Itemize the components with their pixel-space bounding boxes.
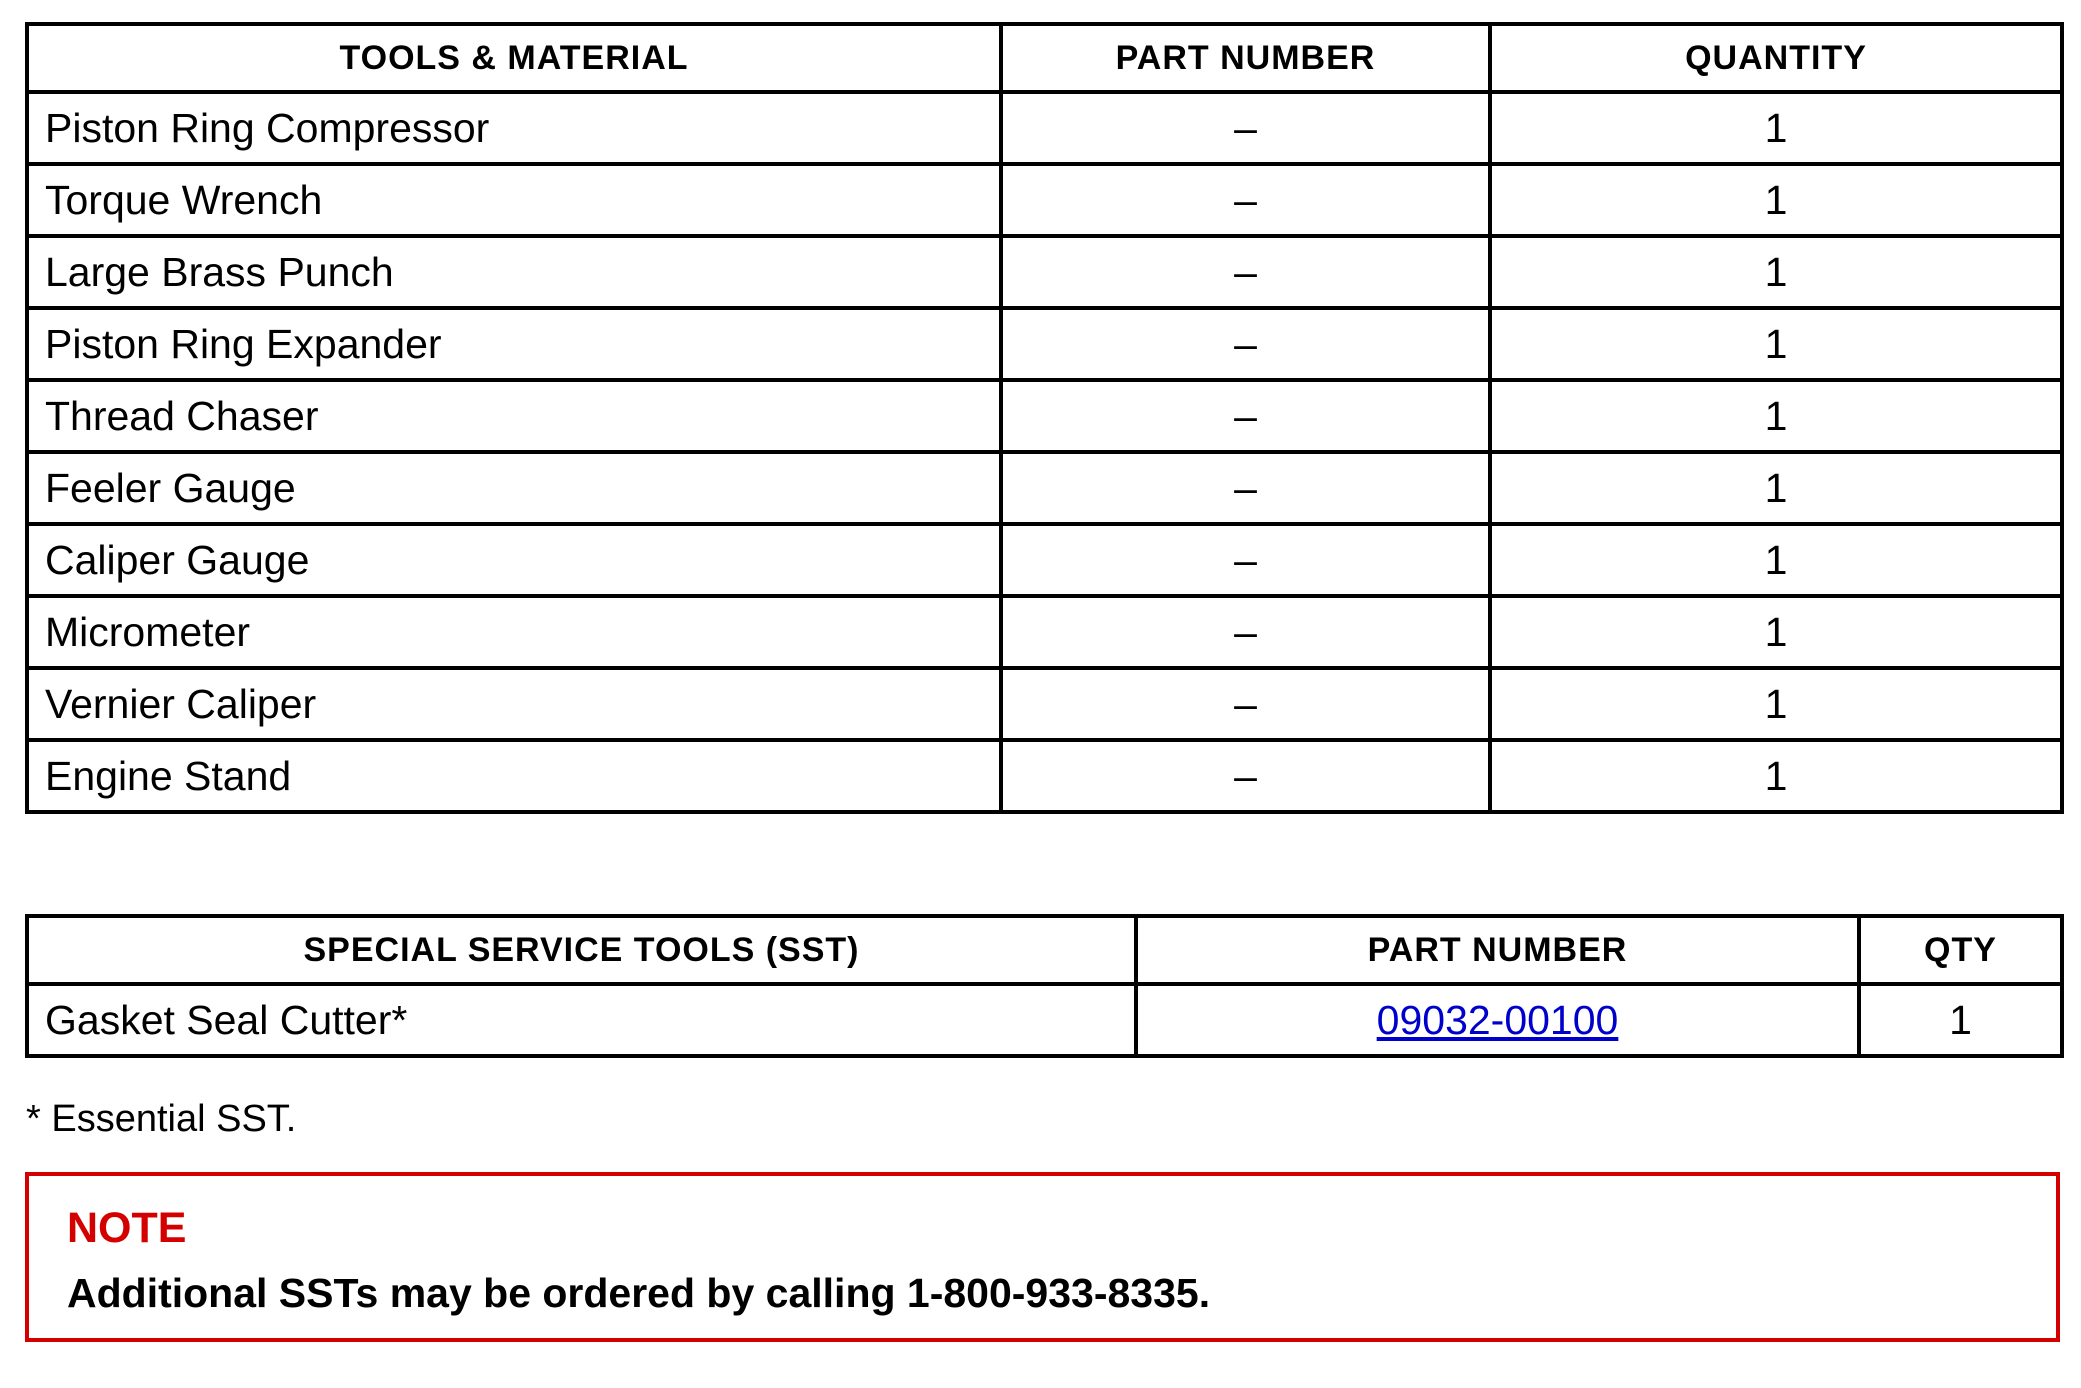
tool-part-number: – [1001,308,1490,380]
tool-quantity: 1 [1490,452,2062,524]
tool-name: Piston Ring Compressor [27,92,1001,164]
table-row [27,668,2062,740]
tool-quantity: 1 [1490,308,2062,380]
tool-part-number: – [1001,380,1490,452]
table-row [27,92,2062,164]
tool-part-number: – [1001,452,1490,524]
tool-quantity: 1 [1490,668,2062,740]
tool-name: Piston Ring Expander [27,308,1001,380]
tool-name: Feeler Gauge [27,452,1001,524]
header-quantity: QUANTITY [1490,24,2062,92]
tool-name: Engine Stand [27,740,1001,812]
tool-part-number: – [1001,524,1490,596]
note-title: NOTE [67,1204,187,1252]
tool-name: Caliper Gauge [27,524,1001,596]
tool-quantity: 1 [1490,596,2062,668]
table-row [27,164,2062,236]
table-header-row [27,916,2062,984]
table-row [27,984,2062,1056]
tool-quantity: 1 [1490,380,2062,452]
note-text: Additional SSTs may be ordered by calling 1-800-933-8335. [67,1270,1211,1316]
tool-quantity: 1 [1490,92,2062,164]
tool-name: Vernier Caliper [27,668,1001,740]
table-row [27,452,2062,524]
tool-part-number: – [1001,92,1490,164]
tool-part-number: – [1001,236,1490,308]
sst-part-number-cell [1136,984,1859,1056]
tool-quantity: 1 [1490,236,2062,308]
tools-material-table [25,22,2064,814]
tool-name: Large Brass Punch [27,236,1001,308]
tool-quantity: 1 [1490,524,2062,596]
header-part-number: PART NUMBER [1001,24,1490,92]
footnote: * Essential SST. [26,1098,297,1140]
tool-part-number: – [1001,164,1490,236]
part-number-link[interactable]: 09032-00100 [1376,996,1619,1043]
tool-part-number: – [1001,596,1490,668]
sst-quantity: 1 [1859,984,2062,1056]
header-part-number: PART NUMBER [1136,916,1859,984]
sst-name: Gasket Seal Cutter* [27,984,1136,1056]
tool-quantity: 1 [1490,740,2062,812]
tool-name: Torque Wrench [27,164,1001,236]
tool-part-number: – [1001,668,1490,740]
special-service-tools-table [25,914,2064,1058]
note-box [25,1172,2060,1342]
table-row [27,740,2062,812]
header-qty: QTY [1859,916,2062,984]
table-row [27,380,2062,452]
tool-quantity: 1 [1490,164,2062,236]
tool-name: Thread Chaser [27,380,1001,452]
table-row [27,524,2062,596]
table-row [27,236,2062,308]
table-row [27,308,2062,380]
header-tools-material: TOOLS & MATERIAL [27,24,1001,92]
table-header-row [27,24,2062,92]
tool-name: Micrometer [27,596,1001,668]
tool-part-number: – [1001,740,1490,812]
table-row [27,596,2062,668]
header-special-service-tools: SPECIAL SERVICE TOOLS (SST) [27,916,1136,984]
